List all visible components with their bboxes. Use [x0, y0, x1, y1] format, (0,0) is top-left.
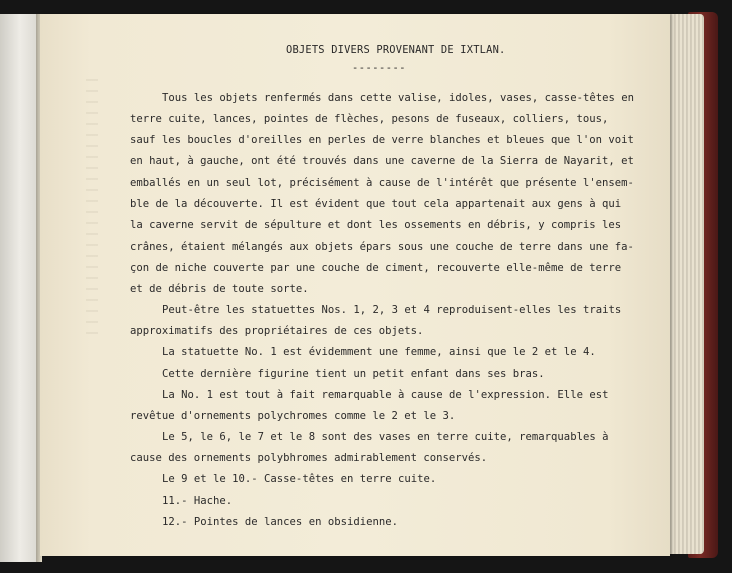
text-line: 11.- Hache. [162, 495, 233, 507]
text-line: La No. 1 est tout à fait remarquable à cause de l'expression. Elle est [162, 389, 609, 401]
text-line: Cette dernière figurine tient un petit enfant dans ses bras. [162, 368, 545, 380]
text-line: en haut, à gauche, ont été trouvés dans une caverne de la Sierra de Nayarit, et [130, 155, 634, 167]
text-line: revêtue d'ornements polychromes comme le 2 et le 3. [130, 410, 456, 422]
text-line: Le 9 et le 10.- Casse-têtes en terre cuite. [162, 473, 437, 485]
text-line: et de débris de toute sorte. [130, 283, 309, 295]
margin-marks [86, 70, 98, 340]
text-line: approximatifs des propriétaires de ces objets. [130, 325, 424, 337]
text-line: Tous les objets renfermés dans cette valise, idoles, vases, casse-têtes en [162, 92, 634, 104]
text-line: La statuette No. 1 est évidemment une femme, ainsi que le 2 et le 4. [162, 346, 596, 358]
text-line: çon de niche couverte par une couche de ciment, recouverte elle-même de terre [130, 262, 622, 274]
text-line: Le 5, le 6, le 7 et le 8 sont des vases en terre cuite, remarquables à [162, 431, 609, 443]
title-underline: -------- [352, 62, 407, 74]
text-line: terre cuite, lances, pointes de flèches, pesons de fuseaux, colliers, tous, [130, 113, 609, 125]
text-line: Peut-être les statuettes Nos. 1, 2, 3 et 4 reproduisent-elles les traits [162, 304, 622, 316]
text-line: ble de la découverte. Il est évident que tout cela appartenait aux gens à qui [130, 198, 622, 210]
text-line: crânes, étaient mélangés aux objets épars sous une couche de terre dans une fa- [130, 241, 634, 253]
page-title: OBJETS DIVERS PROVENANT DE IXTLAN. [286, 44, 506, 56]
text-line: emballés en un seul lot, précisément à cause de l'intérêt que présente l'ensem- [130, 177, 634, 189]
text-line: 12.- Pointes de lances en obsidienne. [162, 516, 398, 528]
text-line: sauf les boucles d'oreilles en perles de verre blanches et bleues que l'on voit [130, 134, 634, 146]
page-stack-edge [664, 14, 704, 554]
book-binding [0, 14, 40, 562]
text-line: la caverne servit de sépulture et dont les ossements en débris, y compris les [130, 219, 622, 231]
text-line: cause des ornements polybhromes admirablement conservés. [130, 452, 488, 464]
